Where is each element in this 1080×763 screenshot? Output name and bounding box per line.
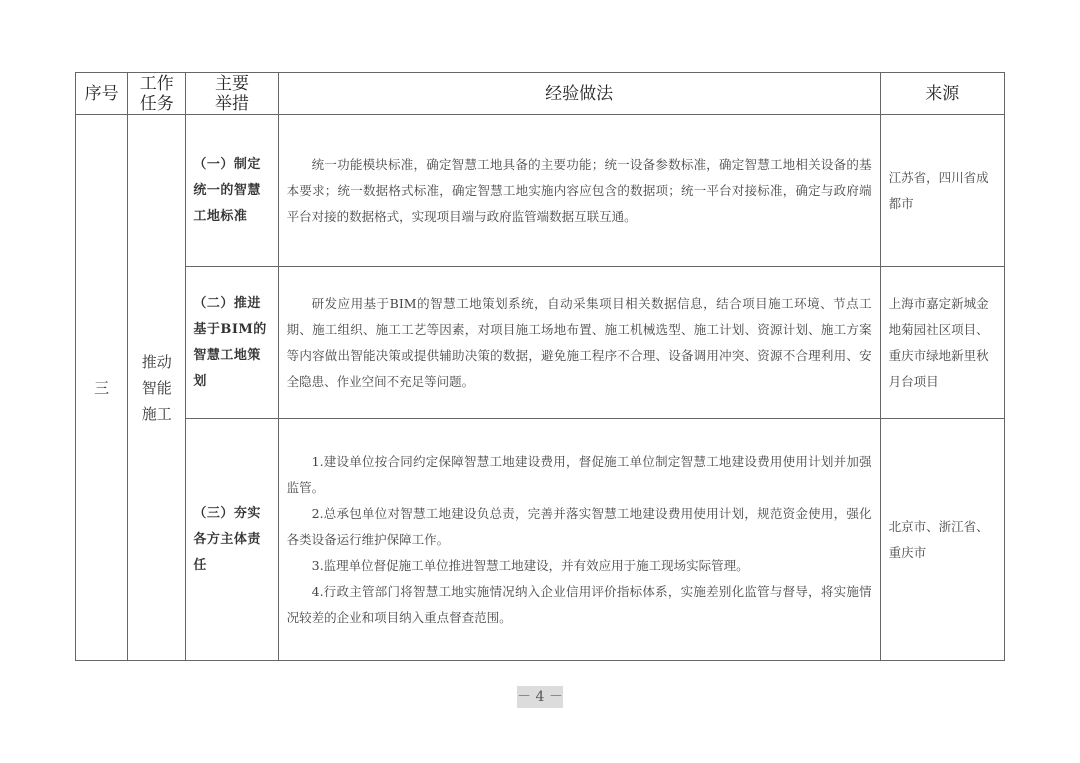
header-task: 工作任务 bbox=[128, 73, 186, 115]
practice-paragraph: 4.行政主管部门将智慧工地实施情况纳入企业信用评价指标体系，实施差别化监管与督导，将实施情况较差的企业和项目纳入重点督查范围。 bbox=[286, 583, 872, 625]
header-measure: 主要举措 bbox=[186, 73, 278, 115]
header-source: 来源 bbox=[880, 73, 1004, 115]
measure-cell: （二）推进基于BIM的智慧工地策划 bbox=[186, 267, 278, 419]
practice-cell bbox=[278, 267, 880, 419]
practice-paragraph: 研发应用基于BIM的智慧工地策划系统，自动采集项目相关数据信息，结合项目施工环境、节点工期、施工组织、施工工艺等因素，对项目施工场地布置、施工机械选型、施工计划、资源计划、施工方案等内容做出智能决策或提供辅助决策的数据，避免施工程序不合理、设备调用冲突、资源不合理利用、安全隐患、作业空间不充足等问题。 bbox=[286, 295, 872, 389]
practice-cell bbox=[278, 419, 880, 661]
measure-cell: （三）夯实各方主体责任 bbox=[186, 419, 278, 661]
seq-cell: 三 bbox=[76, 115, 128, 661]
practice-cell bbox=[278, 115, 880, 267]
page-number: － 4 － bbox=[517, 686, 563, 708]
experience-table bbox=[75, 72, 1005, 661]
practice-paragraph: 3.监理单位督促施工单位推进智慧工地建设，并有效应用于施工现场实际管理。 bbox=[311, 557, 749, 573]
task-cell bbox=[128, 115, 186, 661]
source-cell: 江苏省，四川省成都市 bbox=[880, 115, 1004, 267]
table-row bbox=[76, 419, 1005, 661]
header-practice: 经验做法 bbox=[278, 73, 880, 115]
source-cell: 上海市嘉定新城金地菊园社区项目、重庆市绿地新里秋月台项目 bbox=[880, 267, 1004, 419]
practice-paragraph: 统一功能模块标准，确定智慧工地具备的主要功能；统一设备参数标准，确定智慧工地相关设备的基本要求；统一数据格式标准，确定智慧工地实施内容应包含的数据项；统一平台对接标准，确定与政府端平台对接的数据格式，实现项目端与政府监管端数据互联互通。 bbox=[286, 156, 872, 224]
table-row bbox=[76, 115, 1005, 267]
table-header-row bbox=[76, 73, 1005, 115]
source-cell: 北京市、浙江省、重庆市 bbox=[880, 419, 1004, 661]
measure-cell: （一）制定统一的智慧工地标准 bbox=[186, 115, 278, 267]
task-text: 推动智能施工 bbox=[141, 352, 172, 423]
practice-paragraph: 1.建设单位按合同约定保障智慧工地建设费用，督促施工单位制定智慧工地建设费用使用计划并加强监管。 bbox=[286, 453, 872, 495]
table-row bbox=[76, 267, 1005, 419]
practice-paragraph: 2.总承包单位对智慧工地建设负总责，完善并落实智慧工地建设费用使用计划，规范资金使用，强化各类设备运行维护保障工作。 bbox=[286, 505, 872, 547]
header-seq: 序号 bbox=[76, 73, 128, 115]
